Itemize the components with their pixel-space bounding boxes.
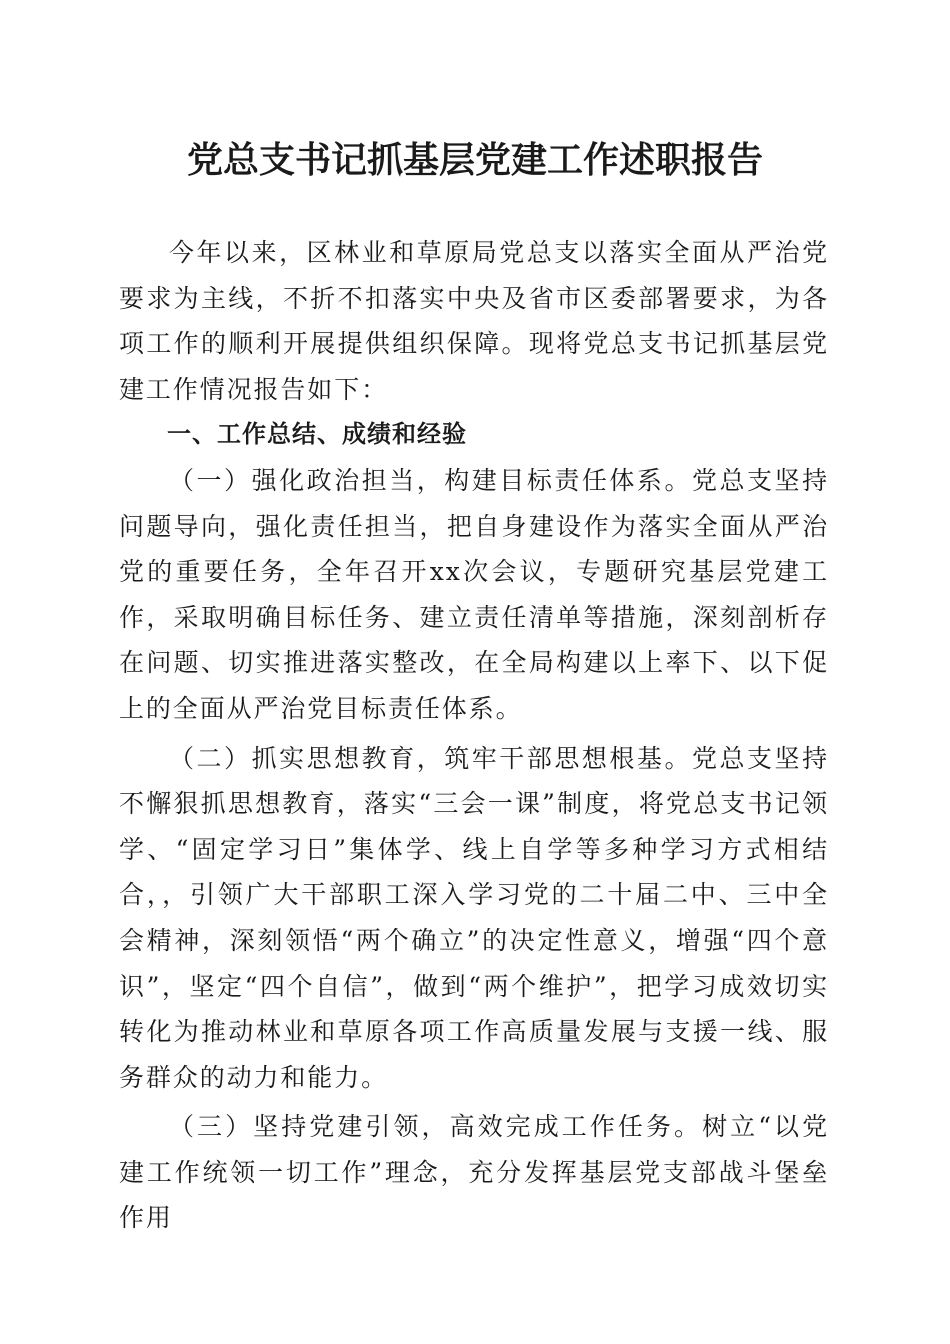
item-text: 党总支坚持不懈狠抓思想教育，落实“三会一课”制度，将党总支书记领学、“固定学习日”集体学、线上自学等多种学习方式相结合，，引领广大干部职工深入学习党的二十届二中、三中全会精神，深刻领悟“两个确立”的决定性意义，增强“四个意识”，坚定“四个自信”，做到“两个维护”，把学习成效切实转化为推动林业和草原各项工作高质量发展与支援一线、服务群众的动力和能力。 xyxy=(119,743,829,1092)
item-paragraph-1 xyxy=(119,458,829,732)
item-lead: （一）强化政治担当，构建目标责任体系。 xyxy=(169,465,692,495)
item-lead: （三）坚持党建引领，高效完成工作任务。 xyxy=(169,1112,703,1142)
item-paragraph-3 xyxy=(119,1104,829,1241)
item-text: 党总支坚持问题导向，强化责任担当，把自身建设作为落实全面从严治党的重要任务，全年召开xx次会议，专题研究基层党建工作，采取明确目标任务、建立责任清单等措施，深刻剖析存在问题、切实推进落实整改，在全局构建以上率下、以下促上的全面从严治党目标责任体系。 xyxy=(119,465,829,723)
item-paragraph-2 xyxy=(119,736,829,1101)
document-body xyxy=(119,230,829,1241)
item-text: 树立“以党建工作统领一切工作”理念，充分发挥基层党支部战斗堡垒作用 xyxy=(119,1112,830,1233)
section-heading: 一、工作总结、成绩和经验 xyxy=(167,420,467,449)
document-title: 党总支书记抓基层党建工作述职报告 xyxy=(186,139,763,181)
intro-paragraph: 今年以来，区林业和草原局党总支以落实全面从严治党要求为主线，不折不扣落实中央及省市区委部署要求，为各项工作的顺利开展提供组织保障。现将党总支书记抓基层党建工作情况报告如下： xyxy=(119,238,829,404)
item-lead: （二）抓实思想教育，筑牢干部思想根基。 xyxy=(169,743,692,773)
